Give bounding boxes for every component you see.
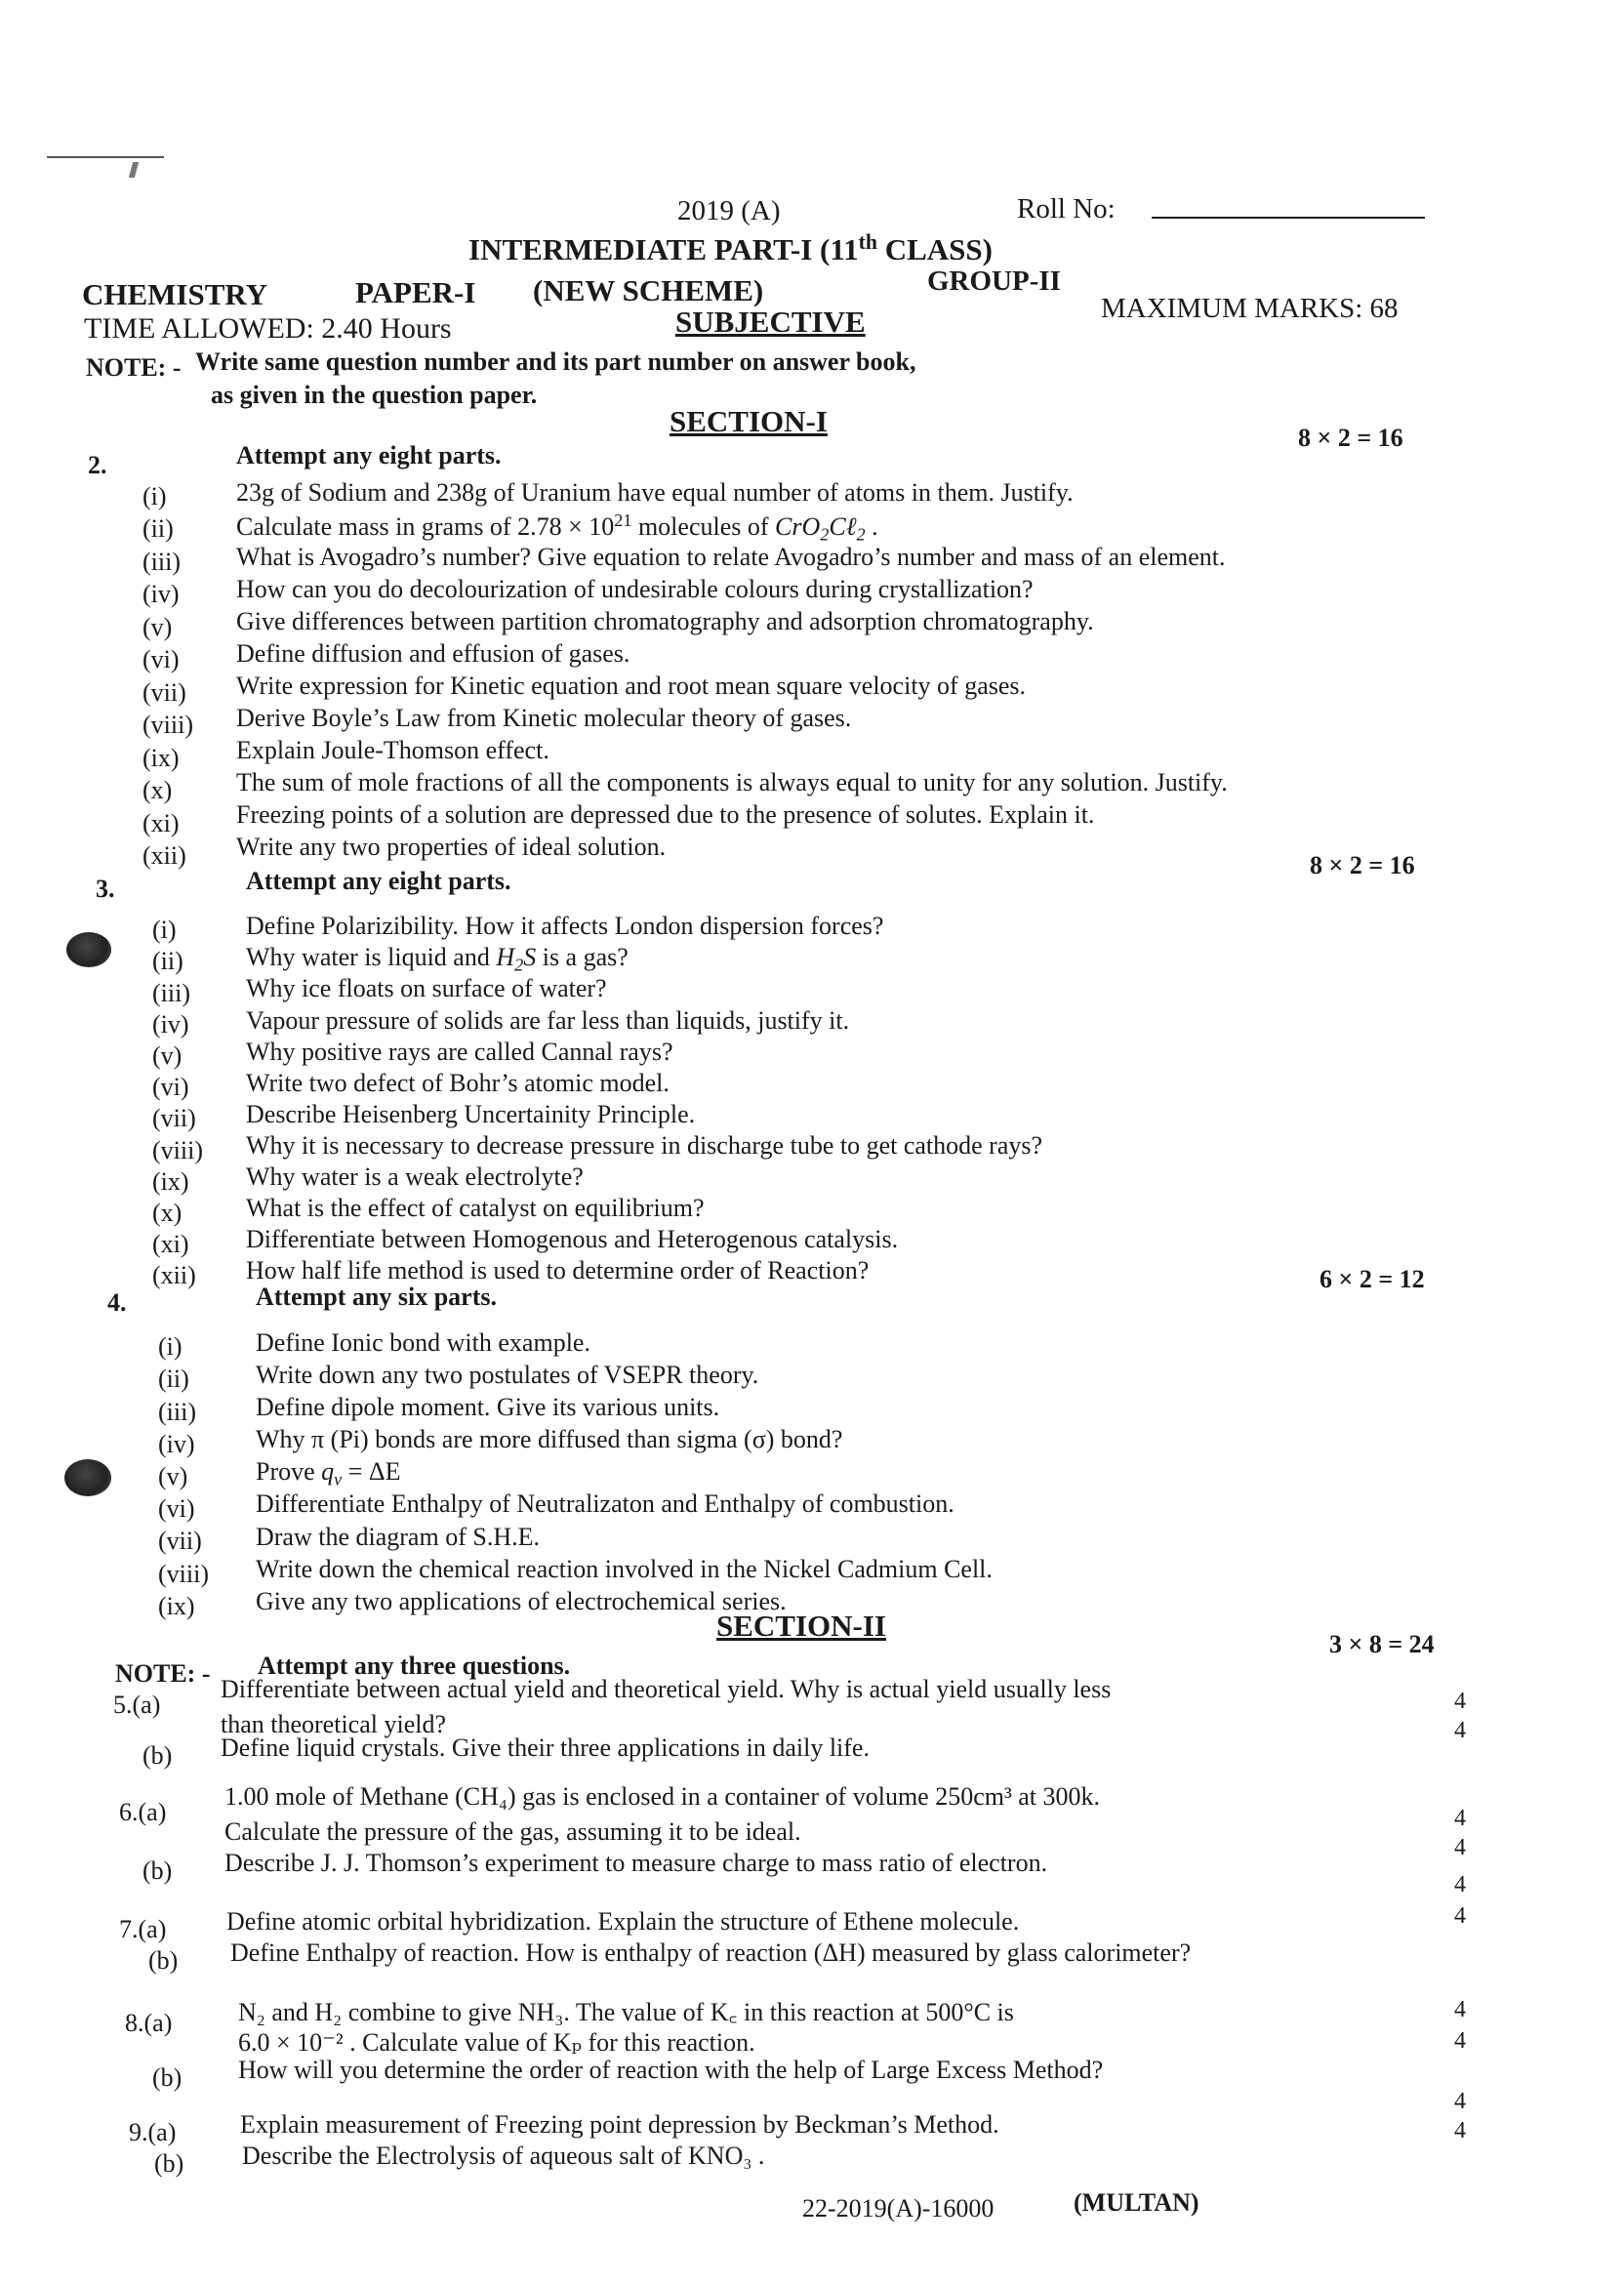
q2-part-number: (iv)	[142, 580, 180, 608]
roll-no-field[interactable]	[1152, 217, 1425, 219]
q2-part-number: (x)	[142, 776, 173, 804]
section-2-note-label: NOTE: -	[115, 1659, 211, 1688]
section-2-question-label: 9.(a)	[129, 2118, 177, 2146]
q4-part-text-main: Write down any two postulates of VSEPR theory.	[256, 1361, 759, 1390]
q3-part-text	[246, 1225, 898, 1254]
q2-part-number: (viii)	[142, 711, 193, 739]
section-2-question-label: (b)	[154, 2149, 184, 2178]
section-2-question-text: than theoretical yield?	[221, 1710, 447, 1738]
section-2-question-mark: 4	[1454, 1806, 1466, 1831]
q2-part-number: (v)	[142, 612, 173, 641]
q3-part-text-main: Define Polarizibility. How it affects London dispersion forces?	[246, 912, 884, 941]
q4-part-number: (viii)	[158, 1559, 209, 1588]
q3-part-text	[246, 1256, 869, 1285]
q3-part-text	[246, 943, 629, 975]
punch-hole-bottom	[64, 1459, 111, 1496]
paper-scheme: (NEW SCHEME)	[533, 273, 764, 307]
section-2-question-text: Describe J. J. Thomson’s experiment to measure charge to mass ratio of electron.	[224, 1849, 1048, 1877]
q4-formula: q	[321, 1457, 335, 1487]
q2-part-text-main: What is Avogadro’s number? Give equation to relate Avogadro’s number and mass of an element.	[236, 542, 1226, 571]
q2-marks: 8 × 2 = 16	[1298, 424, 1403, 452]
q4-part-number: (iii)	[158, 1397, 196, 1426]
section-2-question-text: Explain measurement of Freezing point depression by Beckman’s Method.	[240, 2110, 999, 2139]
section-2-question-label: (b)	[148, 1946, 179, 1975]
q4-part-text	[256, 1555, 993, 1584]
q2-part-text	[236, 768, 1228, 797]
exam-title: INTERMEDIATE PART-I (11th CLASS)	[468, 230, 993, 266]
q2-part-text-main: Explain Joule-Thomson effect.	[236, 735, 549, 764]
q3-part-number: (vii)	[152, 1104, 196, 1133]
q3-marks: 8 × 2 = 16	[1310, 851, 1415, 879]
q2-part-text	[236, 736, 549, 765]
q3-part-number: (iv)	[152, 1009, 189, 1039]
note-label: NOTE: -	[86, 353, 182, 382]
q3-part-text-main: Why it is necessary to decrease pressure in discharge tube to get cathode rays?	[246, 1130, 1043, 1160]
section-2-marks: 3 × 8 = 24	[1329, 1630, 1435, 1658]
subject-name: CHEMISTRY	[82, 277, 268, 311]
q4-part-text-main: Define Ionic bond with example.	[256, 1328, 590, 1358]
q4-part-text	[256, 1393, 719, 1422]
q2-part-text-main: Derive Boyle’s Law from Kinetic molecular theory of gases.	[236, 703, 852, 732]
roll-no-label: Roll No:	[1017, 193, 1116, 224]
section-2-question-text: Differentiate between actual yield and theoretical yield. Why is actual yield usually less	[221, 1675, 1112, 1703]
q2-part-text	[236, 800, 1094, 830]
q2-part-text-main: The sum of mole fractions of all the components is always equal to unity for any solution. Justify.	[236, 767, 1228, 796]
q4-part-number: (v)	[158, 1462, 188, 1490]
section-2-question-text: Calculate the pressure of the gas, assuming it to be ideal.	[224, 1817, 801, 1846]
group-label: GROUP-II	[927, 265, 1061, 297]
q3-part-text-main: Why ice floats on surface of water?	[246, 974, 607, 1003]
paper-type: SUBJECTIVE	[675, 305, 866, 339]
time-allowed: TIME ALLOWED: 2.40 Hours	[84, 312, 452, 345]
section-2-question-mark: 4	[1454, 1872, 1466, 1897]
q2-part-text	[236, 704, 851, 733]
q2-part-text-mid: molecules of	[631, 511, 776, 541]
section-2-question-text: Define liquid crystals. Give their three applications in daily life.	[221, 1733, 870, 1762]
q2-part-text-end: .	[865, 511, 878, 541]
q4-part-text-main: Why π (Pi) bonds are more diffused than sigma (σ) bond?	[256, 1425, 843, 1454]
q4-instruction: Attempt any six parts.	[256, 1283, 497, 1311]
q2-formula: CrO	[775, 511, 821, 541]
q2-part-number: (i)	[142, 481, 167, 510]
q2-part-number: (ix)	[142, 743, 180, 772]
section-2-question-mark: 4	[1454, 2089, 1466, 2114]
q3-part-number: (xi)	[152, 1230, 189, 1259]
q2-formula-2: Cℓ	[829, 511, 857, 541]
q3-part-text-main: What is the effect of catalyst on equilibrium?	[246, 1194, 705, 1223]
q4-formula-sub: v	[334, 1469, 343, 1489]
q2-part-text-main: How can you do decolourization of undesirable colours during crystallization?	[236, 574, 1034, 603]
q4-part-text-end: = ΔE	[342, 1457, 401, 1487]
q3-part-number: (i)	[152, 916, 177, 945]
q2-part-text-main: Define diffusion and effusion of gases.	[236, 638, 630, 668]
q2-part-text-main: Calculate mass in grams of 2.78 × 10	[236, 511, 615, 541]
paper-number: PAPER-I	[355, 275, 476, 309]
q3-part-text	[246, 1162, 584, 1192]
section-2-question-mark: 4	[1454, 1903, 1466, 1929]
note-line-2: as given in the question paper.	[211, 381, 538, 409]
q3-part-text-end: is a gas?	[536, 943, 629, 972]
q2-part-text-main: Write any two properties of ideal solution.	[236, 833, 667, 862]
q4-part-number: (vi)	[158, 1494, 195, 1524]
section-2-question-label: 6.(a)	[119, 1798, 167, 1826]
q4-part-text-main: Differentiate Enthalpy of Neutralizaton and Enthalpy of combustion.	[256, 1489, 954, 1519]
maximum-marks: MAXIMUM MARKS: 68	[1101, 293, 1399, 324]
q2-part-text	[236, 510, 878, 546]
q3-part-text	[246, 1194, 705, 1223]
section-2-question-mark: 4	[1454, 1718, 1466, 1743]
q2-part-text	[236, 543, 1225, 572]
q3-part-number: (x)	[152, 1199, 183, 1227]
q4-part-text	[256, 1425, 842, 1454]
q2-part-text-main: Give differences between partition chromatography and adsorption chromatography.	[236, 606, 1094, 635]
q4-part-text-main: Give any two applications of electrochemical series.	[256, 1586, 787, 1615]
q3-part-number: (viii)	[152, 1135, 203, 1164]
q2-number: 2.	[88, 451, 107, 479]
section-2-question-label: 8.(a)	[125, 2009, 173, 2037]
q3-part-text	[246, 1131, 1042, 1161]
section-2-question-text: N₂ and H₂ combine to give NH₃. The value of K꜀ in this reaction at 500°C is	[238, 1998, 1014, 2026]
q2-part-text-main: 23g of Sodium and 238g of Uranium have equal number of atoms in them. Justify.	[236, 477, 1074, 507]
q2-part-number: (xii)	[142, 841, 186, 870]
section-2-question-text: Define atomic orbital hybridization. Explain the structure of Ethene molecule.	[226, 1907, 1020, 1936]
q2-part-number: (vii)	[142, 677, 186, 707]
section-2-question-label: (b)	[142, 1741, 173, 1770]
q2-part-text-main: Write expression for Kinetic equation and root mean square velocity of gases.	[236, 671, 1027, 700]
q2-part-number: (vi)	[142, 645, 180, 673]
section-2-question-label: (b)	[142, 1856, 173, 1885]
q4-part-text-main: Draw the diagram of S.H.E.	[256, 1522, 540, 1551]
section-2-question-label: 7.(a)	[119, 1915, 167, 1943]
q3-part-text	[246, 912, 883, 941]
q3-part-number: (v)	[152, 1041, 183, 1070]
section-2-question-text: 1.00 mole of Methane (CH₄) gas is enclosed in a container of volume 250cm³ at 300k.	[224, 1782, 1101, 1811]
q2-part-number: (ii)	[142, 514, 174, 543]
q4-marks: 6 × 2 = 12	[1320, 1265, 1425, 1293]
q4-part-text-main: Write down the chemical reaction involved in the Nickel Cadmium Cell.	[256, 1554, 993, 1583]
q3-part-text-main: Why water is a weak electrolyte?	[246, 1162, 584, 1191]
section-2-question-text: Define Enthalpy of reaction. How is enthalpy of reaction (ΔH) measured by glass calorimeter?	[230, 1938, 1192, 1967]
section-2-title: SECTION-II	[716, 1609, 886, 1643]
q3-number: 3.	[96, 875, 115, 903]
q3-part-number: (iii)	[152, 978, 190, 1007]
note-line-1: Write same question number and its part number on answer book,	[195, 347, 916, 376]
section-2-question-mark: 4	[1454, 2028, 1466, 2054]
q3-part-number: (xii)	[152, 1261, 196, 1290]
q3-part-text	[246, 1100, 695, 1129]
section-2-question-text: Describe the Electrolysis of aqueous salt of KNO₃ .	[242, 2141, 765, 2170]
q2-part-number: (xi)	[142, 808, 180, 837]
section-2-question-mark: 4	[1454, 1997, 1466, 2022]
q4-part-number: (vii)	[158, 1527, 202, 1556]
q3-formula-2: S	[523, 943, 537, 972]
q3-part-text	[246, 974, 607, 1003]
q3-part-number: (ii)	[152, 947, 183, 976]
q3-part-text-main: Differentiate between Homogenous and Heterogenous catalysis.	[246, 1225, 899, 1254]
q4-part-number: (ii)	[158, 1365, 189, 1394]
section-1-title: SECTION-I	[670, 404, 828, 438]
q3-part-text	[246, 1038, 673, 1067]
q2-formula-sub-2: 2	[856, 524, 866, 545]
q2-part-number: (iii)	[142, 547, 181, 576]
q3-instruction: Attempt any eight parts.	[246, 867, 511, 895]
scan-mark-line	[47, 156, 164, 158]
q3-formula: H	[496, 943, 515, 972]
q3-part-number: (ix)	[152, 1166, 189, 1196]
scan-mark-tick	[129, 162, 139, 178]
q2-formula-sub: 2	[820, 524, 830, 545]
q2-part-exponent: 21	[614, 510, 632, 530]
q4-part-number: (ix)	[158, 1591, 195, 1620]
q2-instruction: Attempt any eight parts.	[236, 441, 502, 469]
section-2-note: Attempt any three questions.	[258, 1652, 571, 1680]
section-2-question-mark: 4	[1454, 1835, 1466, 1860]
paper-city: (MULTAN)	[1074, 2188, 1199, 2217]
q4-part-text-main: Prove	[256, 1457, 322, 1487]
q4-part-text	[256, 1523, 540, 1552]
q3-part-text	[246, 1006, 849, 1036]
q4-number: 4.	[107, 1288, 127, 1317]
q3-part-text-main: Why water is liquid and	[246, 943, 497, 972]
q3-part-text	[246, 1069, 670, 1098]
punch-hole-top	[66, 932, 111, 967]
paper-code: 22-2019(A)-16000	[802, 2194, 995, 2223]
q4-part-text	[256, 1361, 758, 1390]
section-2-question-label: 5.(a)	[113, 1691, 161, 1719]
q3-part-text-main: Write two defect of Bohr’s atomic model.	[246, 1068, 670, 1097]
exam-year: 2019 (A)	[677, 195, 781, 226]
q3-part-text-main: How half life method is used to determine order of Reaction?	[246, 1256, 870, 1285]
section-2-question-mark: 4	[1454, 1689, 1466, 1714]
section-2-question-mark: 4	[1454, 2118, 1466, 2143]
q2-part-text	[236, 672, 1026, 701]
q4-part-text-main: Define dipole moment. Give its various units.	[256, 1393, 720, 1422]
q3-part-number: (vi)	[152, 1073, 189, 1102]
q2-part-text	[236, 833, 666, 862]
q3-part-text-main: Describe Heisenberg Uncertainity Principle.	[246, 1099, 696, 1128]
q2-part-text-main: Freezing points of a solution are depressed due to the presence of solutes. Explain it.	[236, 800, 1095, 829]
section-2-question-label: (b)	[152, 2063, 183, 2092]
q2-part-text	[236, 575, 1034, 604]
section-2-question-text: 6.0 × 10⁻² . Calculate value of Kₚ for this reaction.	[238, 2028, 755, 2057]
q2-part-text	[236, 639, 629, 669]
q4-part-number: (iv)	[158, 1429, 195, 1458]
q4-part-text	[256, 1587, 787, 1616]
q4-part-text	[256, 1328, 590, 1358]
q3-part-text-main: Why positive rays are called Cannal rays?	[246, 1037, 673, 1066]
q3-formula-sub: 2	[514, 955, 524, 975]
q4-part-text	[256, 1489, 954, 1519]
section-2-question-text: How will you determine the order of reaction with the help of Large Excess Method?	[238, 2056, 1104, 2084]
q2-part-text	[236, 478, 1074, 508]
q4-part-text	[256, 1457, 401, 1489]
q3-part-text-main: Vapour pressure of solids are far less than liquids, justify it.	[246, 1005, 850, 1035]
q2-part-text	[236, 607, 1094, 636]
q4-part-number: (i)	[158, 1332, 183, 1362]
